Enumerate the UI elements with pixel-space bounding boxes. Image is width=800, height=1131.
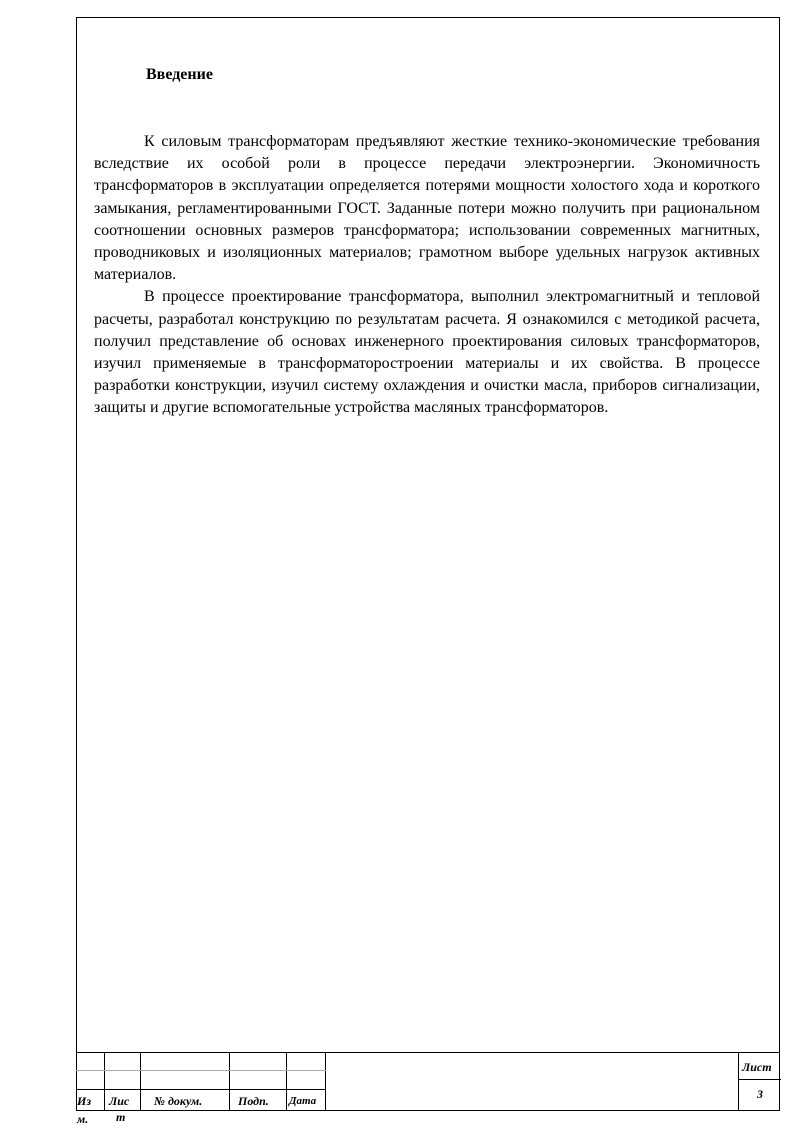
stamp-divider: [104, 1053, 105, 1110]
stamp-divider: [229, 1053, 230, 1110]
stamp-divider: [140, 1053, 141, 1110]
title-block: [76, 1052, 780, 1111]
stamp-doc-label: № докум.: [154, 1094, 203, 1108]
paragraph-2: В процессе проектирование трансформатора, выполнил электромагнитный и тепловой расчеты, разработал конструкцию по результатам расчета. Я ознакомился с методикой расчета, получил представление об основах инженерного проектирования силовых трансформаторов, изучил применяемые в трансформаторостроении материалы и их свойства. В процессе разработки конструкции, изучил систему охлаждения и очистки масла, приборов сигнализации, защиты и другие вспомогательные устройства масляных трансформаторов.: [94, 288, 760, 417]
stamp-list-label: Лис: [109, 1094, 130, 1108]
stamp-sign-label: Подп.: [238, 1094, 269, 1108]
stamp-izm-label: Из: [77, 1094, 92, 1108]
sheet-number: 3: [757, 1087, 763, 1101]
sheet-box: [738, 1053, 781, 1110]
stamp-divider: [286, 1053, 287, 1110]
sheet-box-divider: [739, 1079, 781, 1080]
stamp-date-label: Дата: [289, 1095, 317, 1107]
section-heading: Введение: [146, 66, 213, 83]
stamp-divider: [325, 1053, 326, 1110]
body-text: [94, 131, 760, 420]
stamp-row-line: [76, 1070, 326, 1071]
sheet-label: Лист: [742, 1060, 772, 1074]
stamp-list-label-cont: т: [116, 1110, 126, 1124]
stamp-row-line: [76, 1089, 326, 1090]
paragraph-1: К силовым трансформаторам предъявляют жесткие технико-экономические требования вследствие их особой роли в процессе передачи электроэнергии. Экономичность трансформаторов в эксплуатации определяется потерями мощности холостого хода и короткого замыкания, регламентированными ГОСТ. Заданные потери можно получить при рациональном соотношении основных размеров трансформатора; использовании современных магнитных, проводниковых и изоляционных материалов; грамотном выборе удельных нагрузок активных материалов.: [94, 133, 760, 284]
stamp-izm-label-cont: м.: [77, 1112, 89, 1126]
